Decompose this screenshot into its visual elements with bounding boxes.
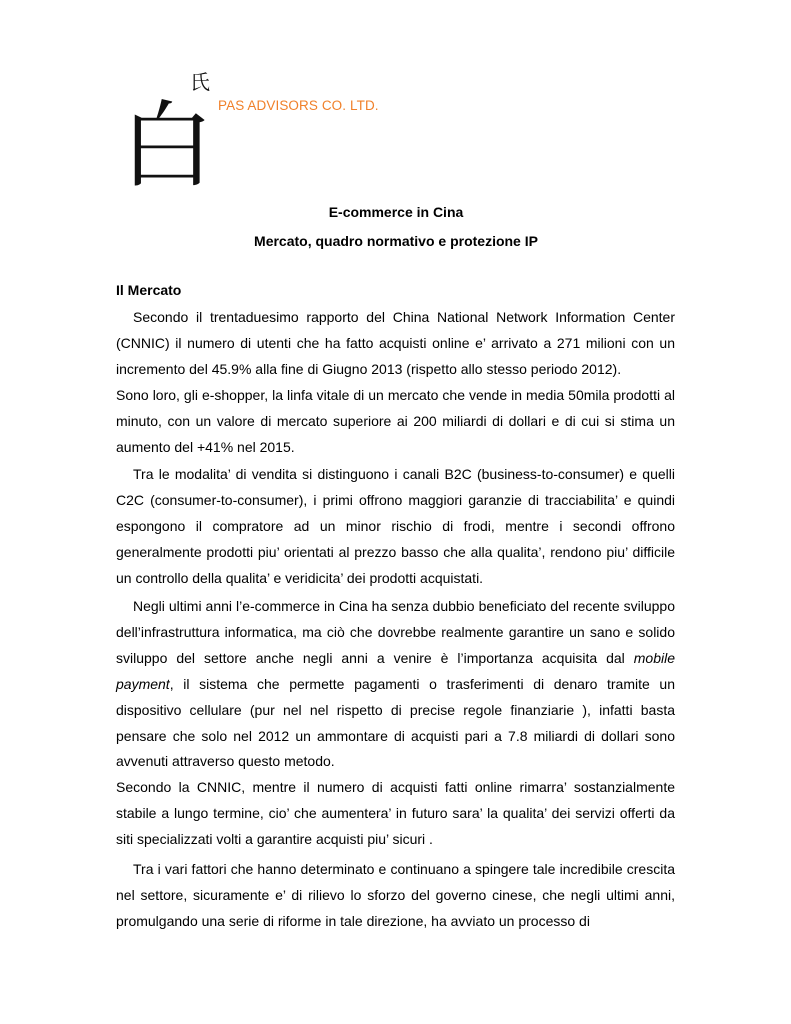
paragraph-4-text-b: , il sistema che permette pagamenti o trasferimenti di denaro tramite un dispositivo cellulare (pur nel nel rispetto di precise regole finanziarie ), infatti basta pensare che solo nel 2012 un ammontare di acquisti pari a 7.8 miliardi di dollari sono avvenuti attraverso questo metodo.: [116, 675, 675, 770]
paragraph-3: Tra le modalita’ di vendita si distinguono i canali B2C (business-to-consumer) e quelli C2C (consumer-to-consumer), i primi offrono maggiori garanzie di tracciabilita’ e quindi espongono il compratore ad un minor rischio di frodi, mentre i secondi offrono generalmente prodotti piu’ orientati al prezzo basso che alla qualita’, rendono piu’ difficile un controllo della qualita’ e veridicita’ dei prodotti acquistati.: [116, 466, 675, 587]
document-body: [116, 305, 675, 935]
paragraph-4: [116, 594, 675, 775]
company-name: PAS ADVISORS CO. LTD.: [218, 98, 379, 113]
document-title: E-commerce in Cina: [328, 204, 464, 220]
company-logo: [116, 56, 216, 201]
section-heading: Il Mercato: [116, 282, 182, 298]
paragraph-1: Secondo il trentaduesimo rapporto del China National Network Information Center (CNNIC) il numero di utenti che ha fatto acquisti online e’ arrivato a 271 milioni con un incremento del 45.9% alla fine di Giugno 2013 (rispetto allo stesso periodo 2012).: [116, 309, 675, 377]
paragraph-4-text-a: Negli ultimi anni l’e-commerce in Cina ha senza dubbio beneficiato del recente sviluppo dell’infrastruttura informatica, ma ciò che dovrebbe realmente garantire un sano e solido sviluppo del settore anche negli anni a venire è l’importanza acquisita dal: [116, 597, 675, 666]
paragraph-2: Sono loro, gli e-shopper, la linfa vitale di un mercato che vende in media 50mila prodotti al minuto, con un valore di mercato superiore ai 200 miliardi di dollari e di cui si stima un aumento del +41% nel 2015.: [116, 386, 675, 455]
logo-main-glyph: 白: [120, 92, 215, 201]
paragraph-4-emphasis: mobile payment: [116, 649, 675, 692]
logo-small-glyph: 氏: [190, 70, 210, 94]
document-subtitle: Mercato, quadro normativo e protezione IP: [254, 233, 538, 249]
paragraph-5: Secondo la CNNIC, mentre il numero di acquisti fatti online rimarra’ sostanzialmente stabile a lungo termine, cio’ che aumentera’ in futuro sara’ la qualita’ dei servizi offerti da siti specializzati volti a garantire acquisti piu’ sicuri .: [116, 779, 675, 848]
paragraph-6: Tra i vari fattori che hanno determinato e continuano a spingere tale incredibile crescita nel settore, sicuramente e’ di rilievo lo sforzo del governo cinese, che negli ultimi anni, promulgando una serie di riforme in tale direzione, ha avviato un processo di: [116, 861, 675, 929]
